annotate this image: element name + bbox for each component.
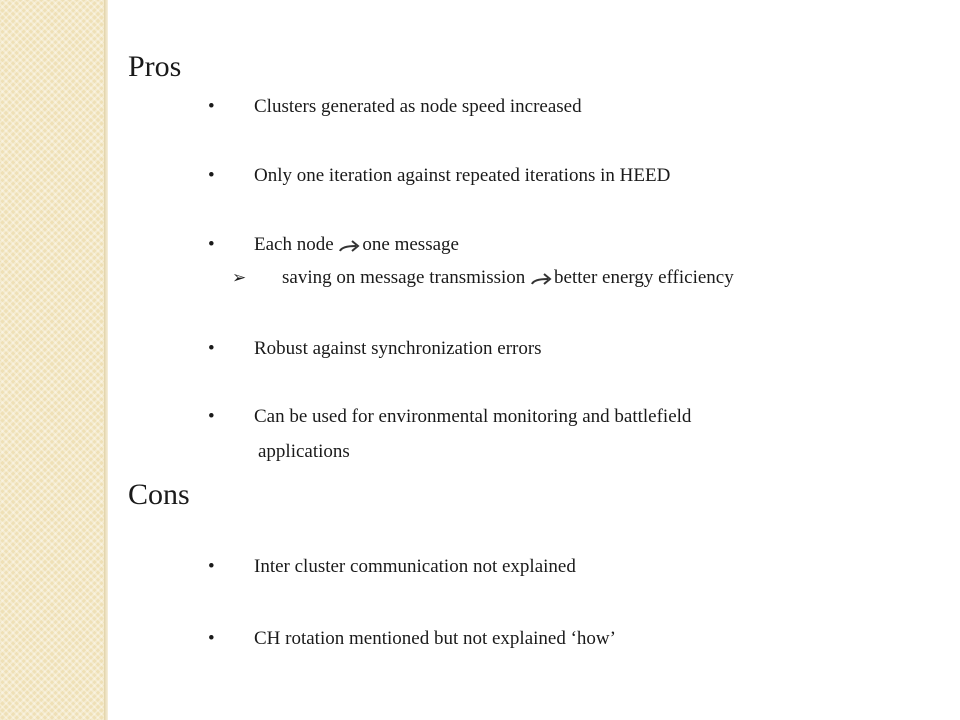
- bullet: •: [208, 338, 215, 359]
- pros-item-5-continuation: applications: [258, 441, 350, 462]
- bullet: •: [208, 556, 215, 577]
- pros-item-3-before: Each node: [254, 234, 339, 255]
- pros-item-2-text: Only one iteration against repeated iterations in HEED: [254, 165, 671, 186]
- right-arrow-icon: [338, 238, 362, 254]
- sub-point-after: better energy efficiency: [554, 267, 734, 288]
- pros-heading: Pros: [128, 50, 182, 83]
- right-arrow-icon: [530, 271, 554, 287]
- pros-item-1-text: Clusters generated as node speed increased: [254, 96, 582, 117]
- bullet: •: [208, 96, 215, 117]
- bullet: •: [208, 406, 215, 427]
- sidebar-edge: [104, 0, 108, 720]
- pros-item-4-text: Robust against synchronization errors: [254, 338, 542, 359]
- bullet: •: [208, 234, 215, 255]
- decorative-sidebar: [0, 0, 104, 720]
- bullet: •: [208, 628, 215, 649]
- pros-item-5-text: Can be used for environmental monitoring and battlefield: [254, 406, 692, 427]
- bullet: •: [208, 165, 215, 186]
- cons-heading: Cons: [128, 478, 190, 511]
- pros-sub-point-text: [282, 266, 734, 290]
- cons-item-2-text: CH rotation mentioned but not explained ‘how’: [254, 628, 616, 649]
- arrowhead-bullet-icon: ➢: [232, 268, 247, 287]
- sub-point-before: saving on message transmission: [282, 267, 531, 288]
- cons-item-1-text: Inter cluster communication not explained: [254, 556, 576, 577]
- pros-item-3-after: one message: [362, 234, 459, 255]
- pros-item-3-text: [254, 233, 459, 257]
